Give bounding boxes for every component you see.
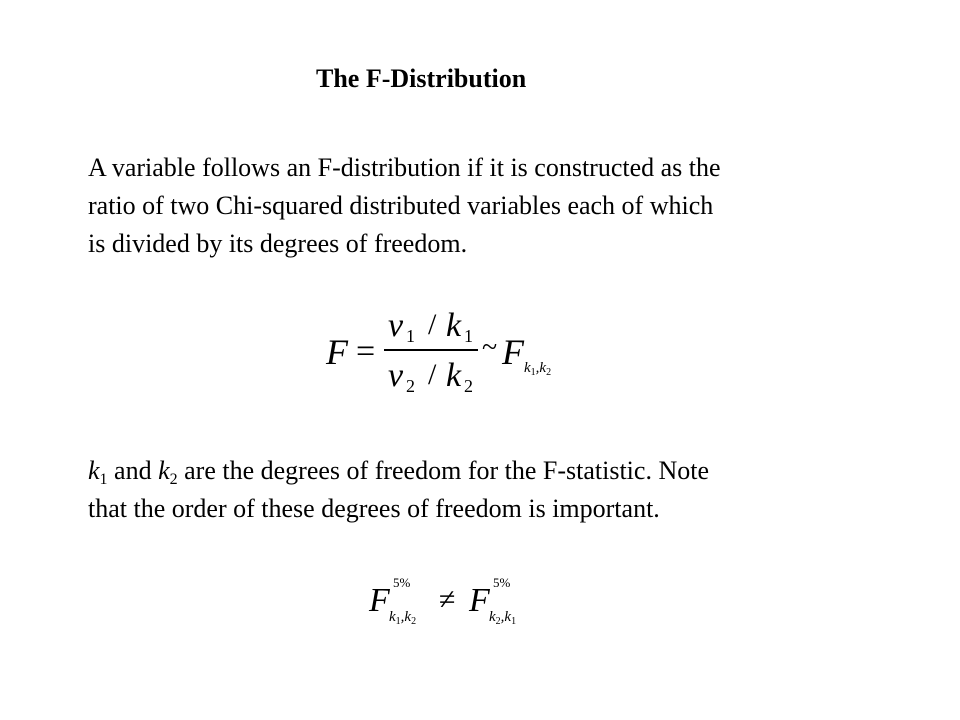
numerator-slash: / — [428, 308, 437, 341]
formula-equals: = — [356, 333, 376, 370]
numerator-k-sub: 1 — [464, 326, 473, 346]
k2-var: k — [158, 456, 170, 485]
left-F: F — [369, 582, 390, 619]
left-superscript: 5% — [393, 575, 411, 590]
right-subscript: $k_2,k_1$ — [489, 609, 517, 627]
k1-var: k — [88, 456, 100, 485]
right-F: F — [469, 582, 490, 619]
formula-tilde: ~ — [482, 332, 498, 363]
formula-rhs-sub: $k_1,k_2$ — [524, 360, 552, 378]
intro-line-1: A variable follows an F-distribution if it is constructed as the — [88, 153, 721, 182]
intro-paragraph — [88, 149, 888, 263]
intro-line-3: is divided by its degrees of freedom. — [88, 229, 468, 258]
formula-lhs-F: F — [326, 332, 348, 372]
formula-rhs-F: F — [502, 332, 524, 372]
note-paragraph — [88, 452, 908, 528]
denominator-slash: / — [428, 358, 437, 391]
denominator-v: v — [388, 357, 404, 394]
not-equal-sign: ≠ — [439, 583, 456, 616]
f-order-inequality — [365, 573, 535, 633]
numerator-k: k — [446, 307, 462, 344]
k1-sub: 1 — [99, 471, 108, 488]
note-line-1-rest: are the degrees of freedom for the F-statistic. Note — [177, 456, 709, 485]
note-line-2: that the order of these degrees of freedom is important. — [88, 494, 660, 523]
intro-line-2: ratio of two Chi-squared distributed variables each of which — [88, 191, 714, 220]
denominator-k-sub: 2 — [464, 376, 473, 396]
slide-title: The F-Distribution — [316, 64, 527, 93]
left-subscript: $k_1,k_2$ — [389, 609, 417, 627]
note-line-1 — [88, 452, 908, 490]
right-superscript: 5% — [493, 575, 511, 590]
denominator-k: k — [446, 357, 462, 394]
note-and: and — [107, 456, 159, 485]
numerator-v-sub: 1 — [406, 326, 415, 346]
k2-sub: 2 — [169, 471, 178, 488]
numerator-v: v — [388, 307, 404, 344]
denominator-v-sub: 2 — [406, 376, 415, 396]
f-statistic-formula — [322, 296, 562, 406]
